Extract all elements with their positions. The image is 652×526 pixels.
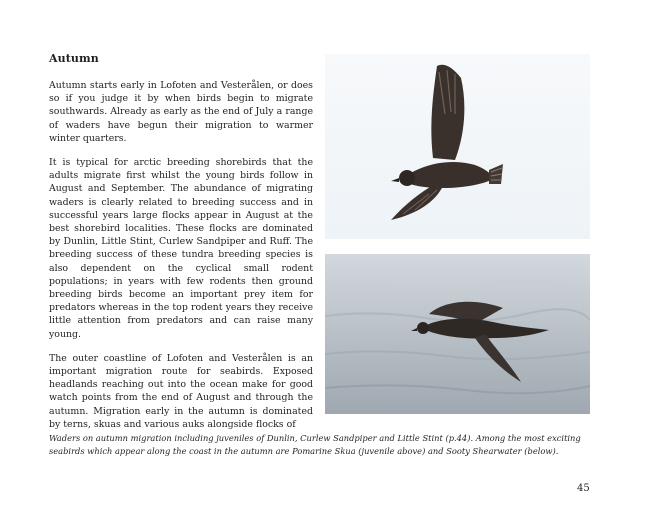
body-text: [49, 79, 313, 442]
paragraph-1: Autumn starts early in Lofoten and Vesterålen, or does so if you judge it by when birds begin to migrate southwards. Already as early as the end of July a range of waders have begun their migration to warmer winter quarters.: [49, 80, 313, 144]
caption-line-2: seabirds which appear along the coast in the autumn are Pomarine Skua (juvenile above) and Sooty Shearwater (below).: [49, 446, 559, 456]
skua-illustration: [325, 54, 590, 239]
photo-caption: [49, 432, 594, 458]
page-number: 45: [577, 483, 590, 494]
photo-pomarine-skua: [325, 54, 590, 239]
caption-line-1: Waders on autumn migration including juveniles of Dunlin, Curlew Sandpiper and Little Stint (p.44). Among the most exciting: [49, 433, 581, 443]
paragraph-3: The outer coastline of Lofoten and Vesterålen is an important migration route for seabirds. Exposed headlands reaching out into the ocean make for good watch points from the end of August and through the autumn. Migration early in the autumn is dominated by terns, skuas and various auks alongside flocks of: [49, 352, 313, 430]
shearwater-illustration: [325, 254, 590, 414]
paragraph-2: It is typical for arctic breeding shorebirds that the adults migrate first whilst the young birds follow in August and September. The abundance of migrating waders is clearly related to breeding success and in successful years large flocks appear in August at the best shorebird localities. These flocks are dominated by Dunlin, Little Stint, Curlew Sandpiper and Ruff. The breeding success of these tundra breeding species is also dependent on the cyclical small rodent populations; in years with few rodents then ground breeding birds become an important prey item for predators whereas in the top rodent years they receive little attention from predators and can raise many young.: [49, 157, 313, 340]
section-heading: Autumn: [49, 52, 99, 65]
photo-sooty-shearwater: [325, 254, 590, 414]
